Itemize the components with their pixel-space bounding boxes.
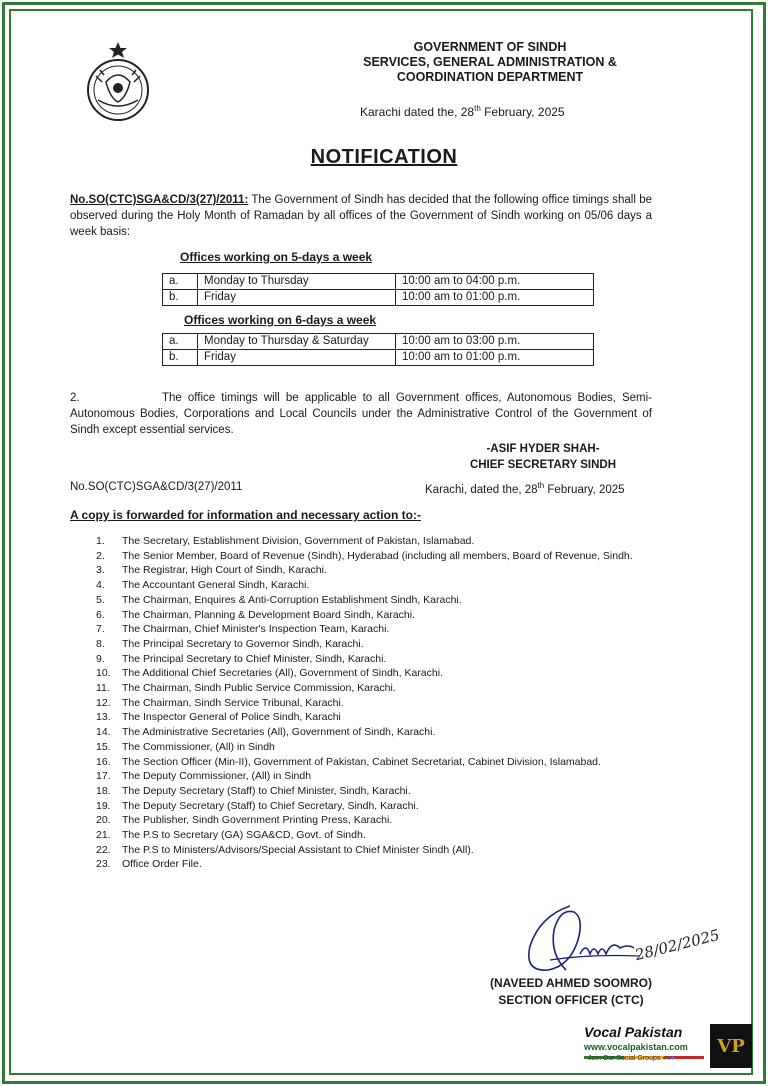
- list-item-text: The Principal Secretary to Governor Sindh, Karachi.: [122, 637, 364, 650]
- header-line-1: GOVERNMENT OF SINDH: [413, 40, 567, 54]
- intro-text: The Government of Sindh has decided that the following office timings shall be observed during the Holy Month of Ramadan by all offices of the Government of Sindh working on 05/06 days a week basis:: [70, 194, 652, 238]
- page-title-text: NOTIFICATION: [310, 146, 458, 168]
- six-days-timing-table: [162, 333, 594, 366]
- list-item-text: The P.S to Ministers/Advisors/Special Assistant to Chief Minister Sindh (All).: [122, 843, 474, 856]
- list-item: [96, 696, 656, 711]
- paragraph-number: 2.: [70, 392, 80, 404]
- list-item: [96, 755, 656, 770]
- list-item-text: The Deputy Secretary (Staff) to Chief Secretary, Sindh, Karachi.: [122, 799, 419, 812]
- government-seal-logo: [80, 40, 156, 122]
- row-days: Monday to Thursday & Saturday: [198, 334, 396, 350]
- table-row: [163, 274, 594, 290]
- row-index: a.: [163, 274, 198, 290]
- list-item-number: 4.: [96, 579, 105, 592]
- list-item-number: 15.: [96, 740, 111, 753]
- list-item-text: The Administrative Secretaries (All), Government of Sindh, Karachi.: [122, 726, 436, 739]
- list-item-number: 14.: [96, 726, 111, 739]
- list-item: [96, 578, 656, 593]
- header-line-2: SERVICES, GENERAL ADMINISTRATION &: [363, 55, 617, 69]
- signature-date: 28/02/2025: [633, 925, 722, 965]
- list-item-text: The Chairman, Sindh Public Service Commission, Karachi.: [122, 682, 396, 695]
- header-date-prefix: Karachi dated the, 28: [360, 105, 475, 119]
- row-days: Friday: [198, 290, 396, 306]
- list-item-number: 17.: [96, 770, 111, 783]
- watermark-brand: Vocal Pakistan: [584, 1024, 683, 1040]
- list-item-number: 12.: [96, 696, 111, 709]
- list-item: [96, 843, 656, 858]
- list-item-text: The Chairman, Sindh Service Tribunal, Karachi.: [122, 696, 344, 709]
- list-item-text: Office Order File.: [122, 858, 202, 871]
- header-line-3: COORDINATION DEPARTMENT: [396, 70, 584, 84]
- endorsement-date-sup: th: [537, 481, 545, 490]
- row-time: 10:00 am to 01:00 p.m.: [396, 350, 594, 366]
- row-index: a.: [163, 334, 198, 350]
- row-time: 10:00 am to 01:00 p.m.: [396, 290, 594, 306]
- section-officer-signature-block: [466, 975, 676, 1009]
- list-item: [96, 666, 656, 681]
- list-item: [96, 637, 656, 652]
- list-item-text: The Deputy Commissioner, (All) in Sindh: [122, 770, 312, 783]
- signatory-name: (NAVEED AHMED SOOMRO): [490, 976, 652, 990]
- row-days: Monday to Thursday: [198, 274, 396, 290]
- list-item-number: 11.: [96, 682, 110, 695]
- chief-secretary-signature-block: [453, 441, 633, 473]
- vocal-pakistan-badge-icon: [710, 1024, 752, 1068]
- list-item: [96, 681, 656, 696]
- list-item: [96, 608, 656, 623]
- list-item-text: The Section Officer (Min-II), Government of Pakistan, Cabinet Secretariat, Cabinet Division, Islamabad.: [122, 755, 601, 768]
- list-item-text: The Chairman, Planning & Development Board Sindh, Karachi.: [122, 608, 415, 621]
- table-row: [163, 350, 594, 366]
- list-item: [96, 784, 656, 799]
- list-item-number: 23.: [96, 858, 111, 871]
- list-item-text: The Commissioner, (All) in Sindh: [122, 740, 275, 753]
- row-time: 10:00 am to 04:00 p.m.: [396, 274, 594, 290]
- five-days-timing-table: [162, 273, 594, 306]
- badge-text: VP: [717, 1036, 745, 1057]
- list-item-text: The Chairman, Enquires & Anti-Corruption Establishment Sindh, Karachi.: [122, 593, 462, 606]
- list-item-text: The Secretary, Establishment Division, Government of Pakistan, Islamabad.: [122, 535, 475, 547]
- list-item-text: The Additional Chief Secretaries (All), Government of Sindh, Karachi.: [122, 667, 443, 680]
- row-index: b.: [163, 290, 198, 306]
- list-item-text: The Principal Secretary to Chief Minister, Sindh, Karachi.: [122, 652, 387, 665]
- signatory-name: -ASIF HYDER SHAH-: [486, 443, 600, 455]
- header-date-sup: th: [474, 104, 481, 113]
- endorsement-date-suffix: February, 2025: [544, 483, 625, 496]
- list-item-text: The Senior Member, Board of Revenue (Sindh), Hyderabad (including all members, Board of Revenue, Sindh.: [122, 549, 633, 562]
- list-item-text: The Inspector General of Police Sindh, Karachi: [122, 711, 341, 724]
- list-item: [96, 563, 656, 578]
- list-item-number: 10.: [96, 667, 111, 680]
- list-item: [96, 549, 656, 564]
- list-item-number: 19.: [96, 799, 111, 812]
- list-item: [96, 813, 656, 828]
- six-days-heading: Offices working on 6-days a week: [184, 313, 377, 327]
- department-header: [330, 40, 650, 85]
- list-item-number: 6.: [96, 608, 105, 621]
- list-item-number: 3.: [96, 564, 105, 577]
- endorsement-date-prefix: Karachi, dated the, 28: [425, 483, 538, 496]
- notification-reference: No.SO(CTC)SGA&CD/3(27)/2011:: [70, 194, 249, 206]
- list-item: [96, 593, 656, 608]
- social-icons: ●: [662, 1055, 667, 1062]
- header-date: [360, 104, 565, 119]
- list-item-text: The Chairman, Chief Minister's Inspection Team, Karachi.: [122, 623, 390, 636]
- watermark-join-text: Join Our Social Groups ●●●: [588, 1055, 676, 1062]
- list-item-text: The Accountant General Sindh, Karachi.: [122, 579, 310, 592]
- list-item-number: 18.: [96, 784, 111, 797]
- header-date-suffix: February, 2025: [480, 105, 565, 119]
- table-row: [163, 290, 594, 306]
- list-item: [96, 652, 656, 667]
- list-item-number: 13.: [96, 711, 111, 724]
- list-item-number: 20.: [96, 814, 111, 827]
- list-item: [96, 725, 656, 740]
- watermark-join-label: Join Our Social Groups: [588, 1055, 661, 1062]
- endorsement-date: [425, 481, 625, 496]
- list-item: [96, 769, 656, 784]
- endorsement-reference: No.SO(CTC)SGA&CD/3(27)/2011: [70, 481, 243, 493]
- list-item: [96, 710, 656, 725]
- copy-forwarded-heading: A copy is forwarded for information and necessary action to:-: [70, 508, 421, 522]
- row-index: b.: [163, 350, 198, 366]
- list-item-number: 16.: [96, 755, 111, 768]
- list-item-text: The Deputy Secretary (Staff) to Chief Minister, Sindh, Karachi.: [122, 784, 411, 797]
- list-item-text: The Publisher, Sindh Government Printing Press, Karachi.: [122, 814, 393, 827]
- intro-paragraph: [70, 192, 652, 240]
- table-row: [163, 334, 594, 350]
- list-item: [96, 534, 656, 549]
- list-item-number: 7.: [96, 623, 105, 636]
- list-item-number: 21.: [96, 829, 111, 842]
- list-item-number: 1.: [96, 535, 105, 547]
- watermark-url: www.vocalpakistan.com: [584, 1042, 688, 1052]
- vocal-pakistan-watermark: [584, 1024, 754, 1076]
- applicability-paragraph: [70, 390, 652, 438]
- page-title: [0, 146, 768, 169]
- signatory-title: CHIEF SECRETARY SINDH: [469, 459, 617, 471]
- list-item: [96, 740, 656, 755]
- list-item-number: 8.: [96, 637, 105, 650]
- list-item-number: 5.: [96, 593, 105, 606]
- applicability-text: The office timings will be applicable to all Government offices, Autonomous Bodies, Semi-Autonomous Bodies, Corporations and Local Councils under the Administrative Control of the Government of Sindh except essential services.: [70, 392, 652, 436]
- five-days-heading: Offices working on 5-days a week: [180, 250, 373, 264]
- list-item-number: 22.: [96, 843, 111, 856]
- list-item-number: 2.: [96, 549, 105, 562]
- signatory-title: SECTION OFFICER (CTC): [498, 993, 644, 1007]
- list-item-number: 9.: [96, 652, 105, 665]
- list-item: [96, 622, 656, 637]
- row-time: 10:00 am to 03:00 p.m.: [396, 334, 594, 350]
- list-item: [96, 799, 656, 814]
- row-days: Friday: [198, 350, 396, 366]
- list-item-text: The P.S to Secretary (GA) SGA&CD, Govt. of Sindh.: [122, 829, 366, 842]
- list-item-text: The Registrar, High Court of Sindh, Karachi.: [122, 564, 327, 577]
- list-item: [96, 857, 656, 872]
- list-item: [96, 828, 656, 843]
- distribution-list: [96, 534, 656, 872]
